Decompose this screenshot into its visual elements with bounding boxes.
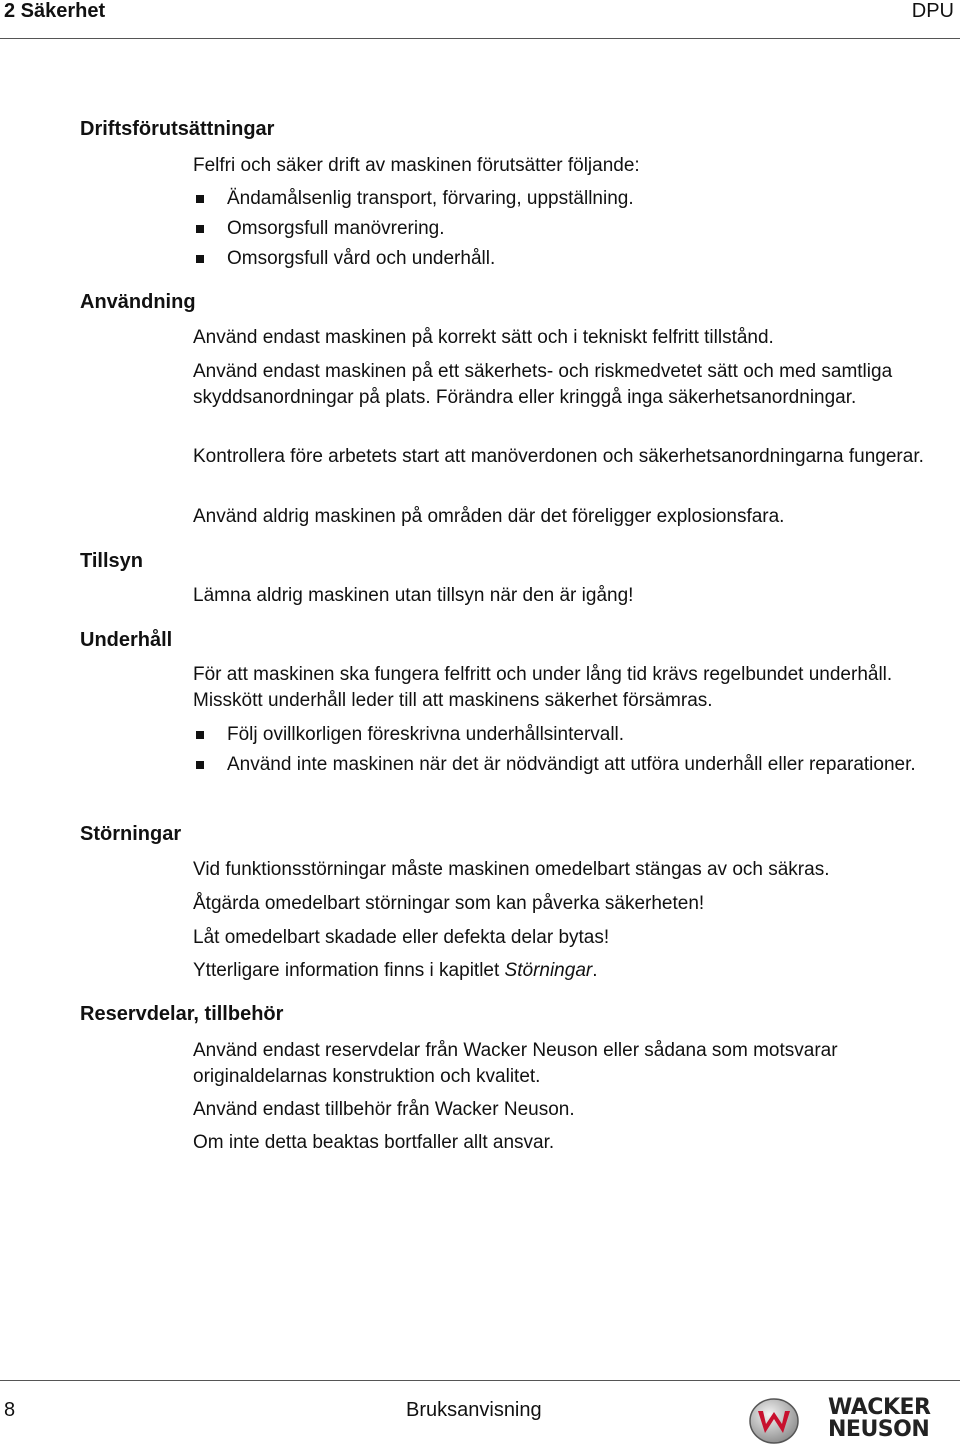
anvandning-p2: Använd endast maskinen på ett säkerhets- och riskmedvetet sätt och med samtliga skyddsanordningar på plats. Förändra eller kringgå inga säkerhetsanordningar.: [193, 361, 893, 408]
heading-tillsyn: Tillsyn: [80, 550, 143, 572]
page-number: 8: [4, 1399, 16, 1421]
brand-logo: [744, 1397, 954, 1445]
brand-line-2: NEUSON: [828, 1417, 930, 1442]
page-footer: [0, 1380, 960, 1448]
bullet-icon: [196, 255, 204, 263]
chapter-reference: Störningar: [504, 960, 593, 981]
wacker-neuson-w-icon: [744, 1397, 804, 1445]
heading-driftsforutsattningar: Driftsförutsättningar: [80, 118, 275, 140]
storningar-p4: Ytterligare information finns i kapitlet Störningar.: [193, 960, 598, 981]
storningar-p2: Åtgärda omedelbart störningar som kan påverka säkerheten!: [193, 893, 705, 914]
document-title: Bruksanvisning: [406, 1399, 542, 1421]
tillsyn-p1: Lämna aldrig maskinen utan tillsyn när den är igång!: [193, 585, 634, 606]
underhall-p1: För att maskinen ska fungera felfritt och under lång tid krävs regelbundet underhåll. Misskött underhåll leder till att maskinens säkerhet försämras.: [193, 664, 893, 711]
heading-underhall: Underhåll: [80, 629, 173, 651]
reservdelar-p2: Använd endast tillbehör från Wacker Neuson.: [193, 1099, 575, 1120]
brand-line-1: WACKER: [828, 1395, 931, 1420]
bullet-icon: [196, 761, 204, 769]
page-header: [0, 0, 960, 39]
anvandning-p3: Kontrollera före arbetets start att manöverdonen och säkerhetsanordningarna fungerar.: [193, 446, 924, 467]
reservdelar-p3: Om inte detta beaktas bortfaller allt ansvar.: [193, 1132, 555, 1153]
list-item: Omsorgsfull manövrering.: [193, 216, 955, 242]
list-item: Ändamålsenlig transport, förvaring, uppställning.: [193, 186, 955, 212]
bullet-icon: [196, 195, 204, 203]
heading-reservdelar: Reservdelar, tillbehör: [80, 1003, 284, 1025]
list-item: Omsorgsfull vård och underhåll.: [193, 246, 955, 272]
bullet-icon: [196, 225, 204, 233]
drift-intro: Felfri och säker drift av maskinen förutsätter följande:: [193, 155, 640, 176]
storningar-p1: Vid funktionsstörningar måste maskinen omedelbart stängas av och säkras.: [193, 859, 830, 880]
heading-anvandning: Användning: [80, 291, 196, 313]
list-item: Följ ovillkorligen föreskrivna underhållsintervall.: [193, 722, 955, 748]
product-name: DPU: [911, 0, 954, 22]
storningar-p3: Låt omedelbart skadade eller defekta delar bytas!: [193, 927, 610, 948]
anvandning-p1: Använd endast maskinen på korrekt sätt och i tekniskt felfritt tillstånd.: [193, 327, 774, 348]
bullet-icon: [196, 731, 204, 739]
heading-storningar: Störningar: [80, 823, 182, 845]
reservdelar-p1: Använd endast reservdelar från Wacker Neuson eller sådana som motsvarar originaldelarnas konstruktion och kvalitet.: [193, 1040, 838, 1087]
list-item: Använd inte maskinen när det är nödvändigt att utföra underhåll eller reparationer.: [193, 752, 955, 778]
section-title: 2 Säkerhet: [4, 0, 106, 22]
anvandning-p4: Använd aldrig maskinen på områden där det föreligger explosionsfara.: [193, 506, 785, 527]
